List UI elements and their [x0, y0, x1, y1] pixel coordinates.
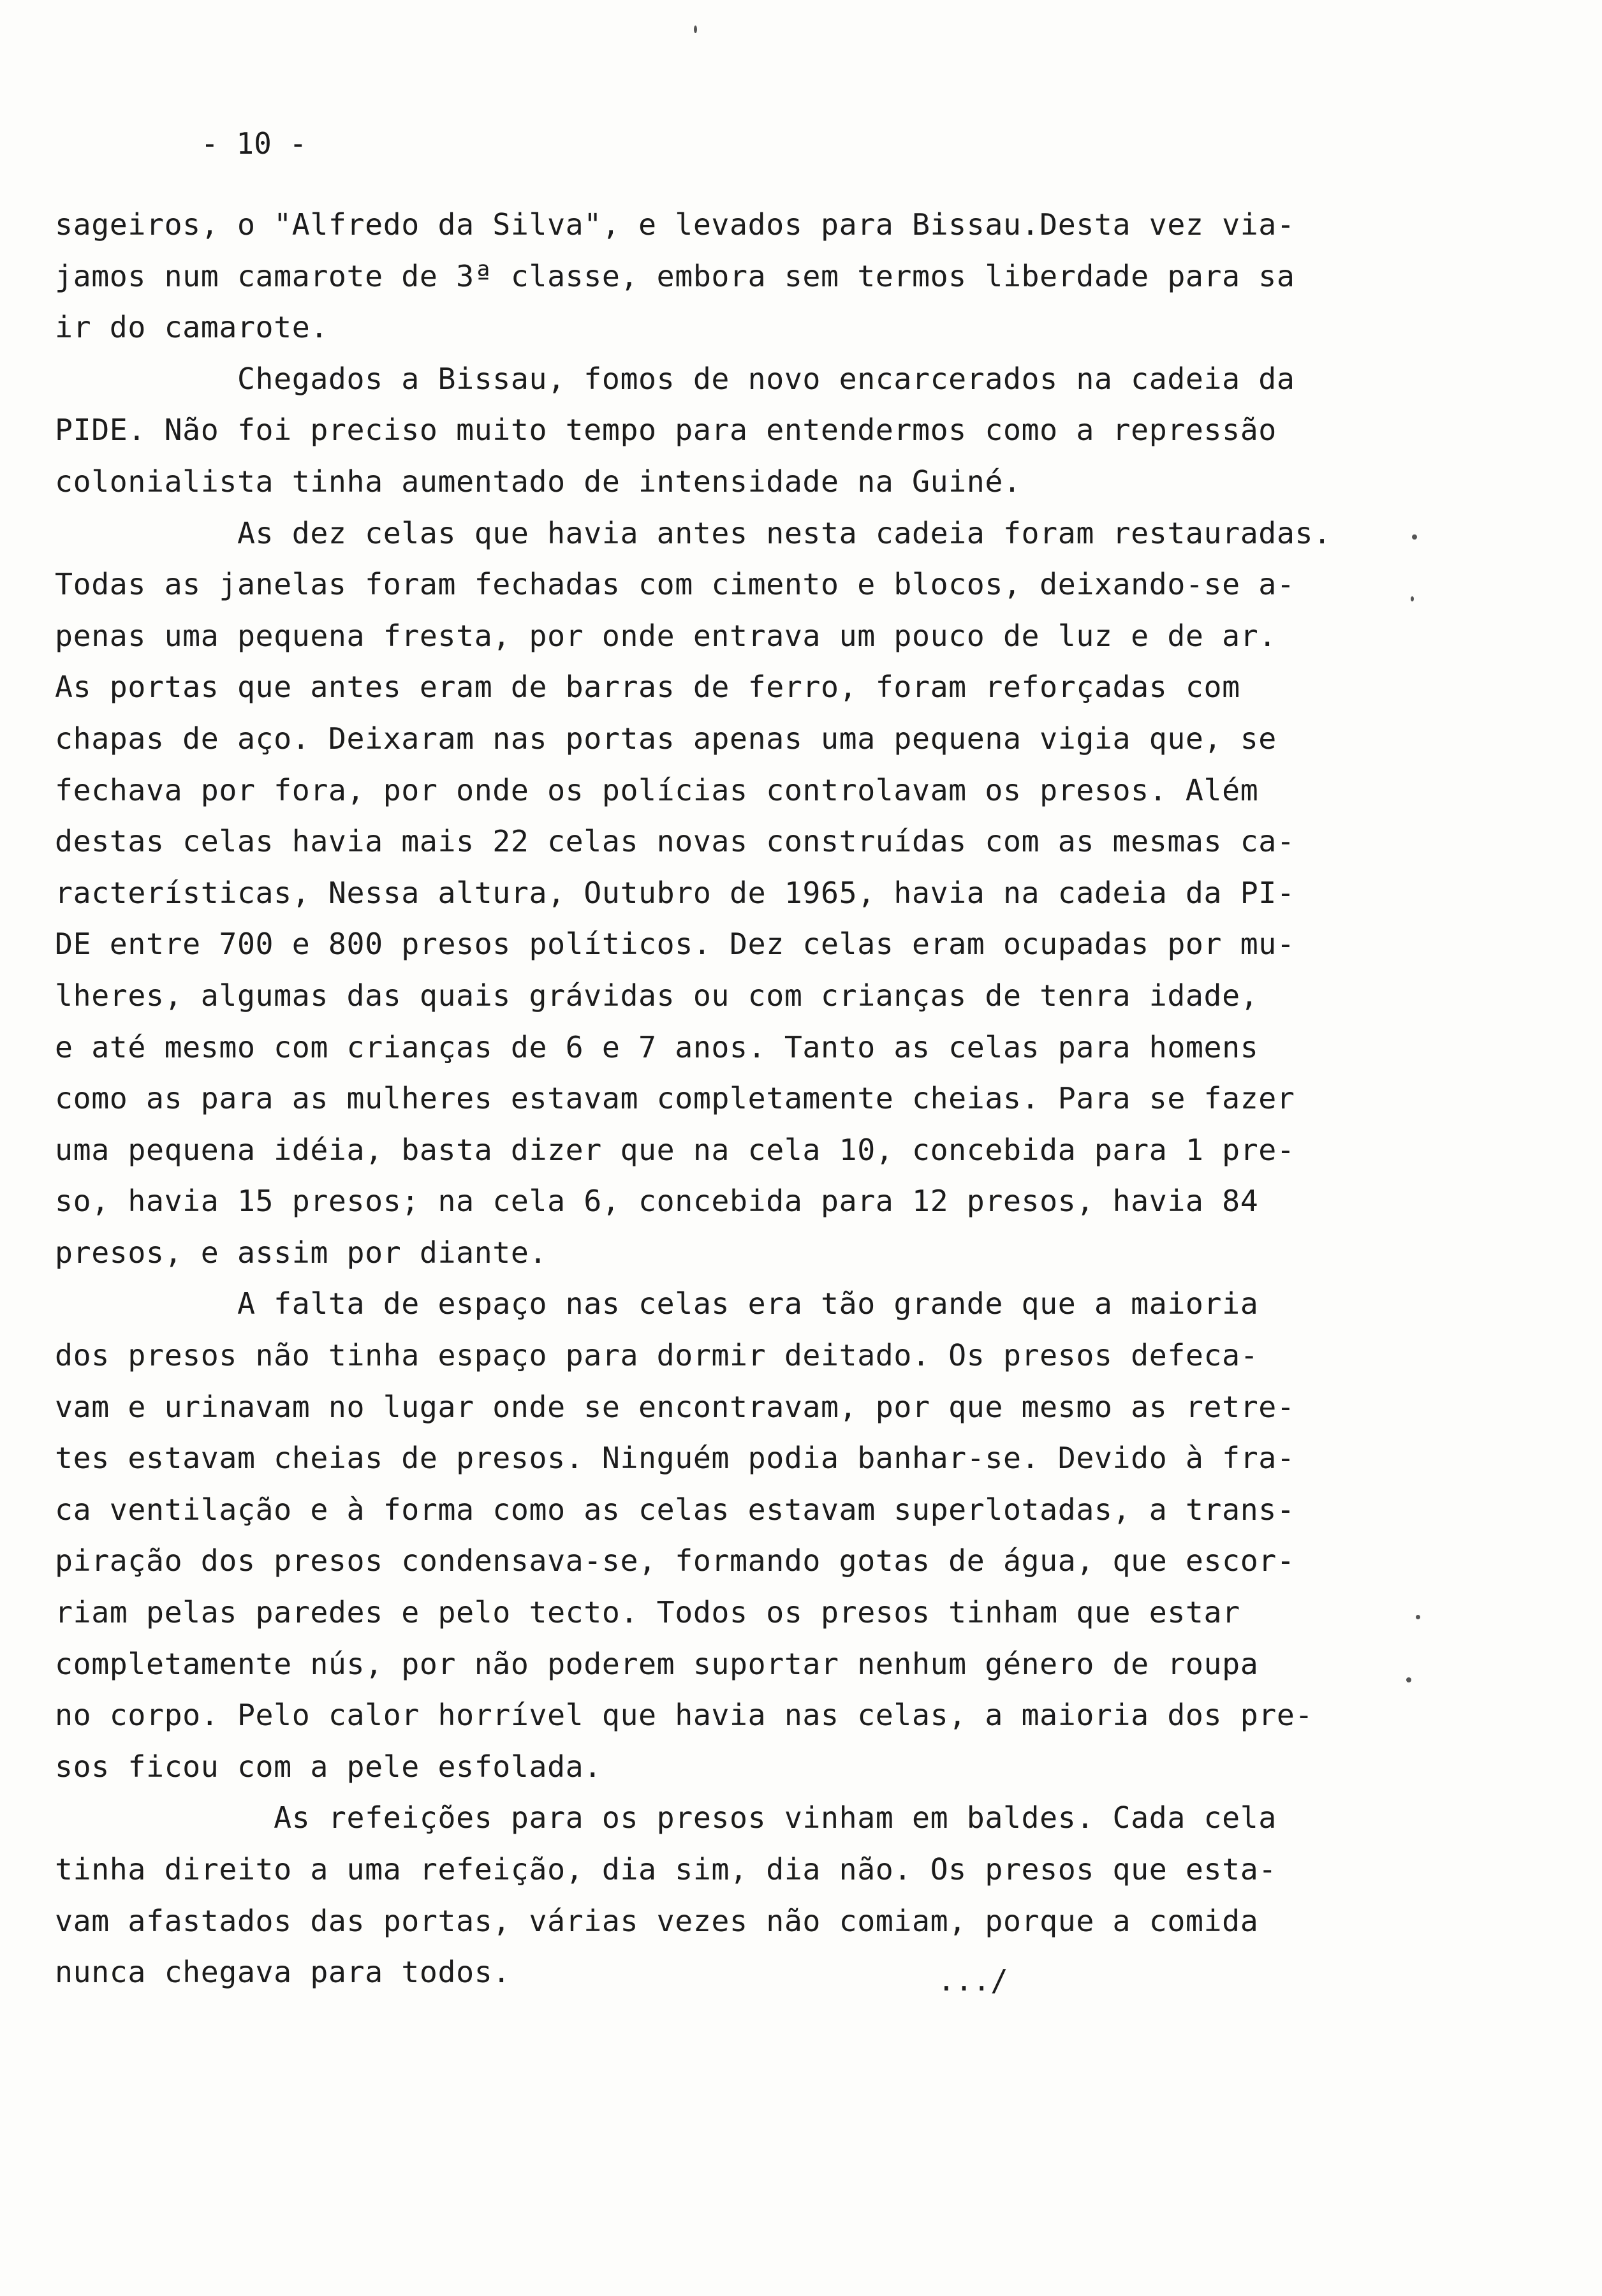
continuation-mark: .../	[937, 1963, 1008, 1998]
text-line: destas celas havia mais 22 celas novas construídas com as mesmas ca-	[55, 824, 1295, 859]
text-line: colonialista tinha aumentado de intensidade na Guiné.	[55, 464, 1022, 499]
text-line: vam e urinavam no lugar onde se encontravam, por que mesmo as retre-	[55, 1389, 1295, 1424]
text-line: vam afastados das portas, várias vezes não comiam, porque a comida	[55, 1903, 1259, 1938]
text-line: Todas as janelas foram fechadas com cimento e blocos, deixando-se a-	[55, 567, 1295, 602]
text-line: tes estavam cheias de presos. Ninguém podia banhar-se. Devido à fra-	[55, 1441, 1295, 1476]
text-line: jamos num camarote de 3ª classe, embora sem termos liberdade para sa	[55, 258, 1295, 293]
text-line: Chegados a Bissau, fomos de novo encarcerados na cadeia da	[55, 361, 1295, 396]
text-line: lheres, algumas das quais grávidas ou com crianças de tenra idade,	[55, 978, 1259, 1013]
text-line: PIDE. Não foi preciso muito tempo para entendermos como a repressão	[55, 413, 1277, 448]
text-line: piração dos presos condensava-se, formando gotas de água, que escor-	[55, 1543, 1295, 1578]
text-line: tinha direito a uma refeição, dia sim, dia não. Os presos que esta-	[55, 1852, 1277, 1887]
text-line: As portas que antes eram de barras de ferro, foram reforçadas com	[55, 670, 1240, 705]
page-number: - 10 -	[201, 126, 307, 161]
text-line: sos ficou com a pele esfolada.	[55, 1749, 602, 1784]
scan-speck	[1416, 1615, 1420, 1619]
text-line: ir do camarote.	[55, 310, 328, 345]
scan-speck	[1412, 534, 1417, 540]
scan-speck	[1411, 596, 1414, 601]
text-line: dos presos não tinha espaço para dormir deitado. Os presos defeca-	[55, 1338, 1259, 1373]
text-line: chapas de aço. Deixaram nas portas apenas uma pequena vigia que, se	[55, 721, 1277, 756]
body-text	[55, 199, 1362, 1998]
text-line: uma pequena idéia, basta dizer que na cela 10, concebida para 1 pre-	[55, 1132, 1295, 1167]
scan-speck	[1406, 1677, 1411, 1682]
text-line: riam pelas paredes e pelo tecto. Todos os presos tinham que estar	[55, 1595, 1240, 1630]
text-line: sageiros, o "Alfredo da Silva", e levados para Bissau.Desta vez via-	[55, 207, 1295, 242]
text-line: no corpo. Pelo calor horrível que havia nas celas, a maioria dos pre-	[55, 1698, 1314, 1733]
text-line: so, havia 15 presos; na cela 6, concebida para 12 presos, havia 84	[55, 1184, 1259, 1219]
text-line: As dez celas que havia antes nesta cadeia foram restauradas.	[55, 515, 1332, 550]
text-line: DE entre 700 e 800 presos políticos. Dez celas eram ocupadas por mu-	[55, 927, 1295, 962]
text-line: e até mesmo com crianças de 6 e 7 anos. Tanto as celas para homens	[55, 1029, 1259, 1064]
text-line: presos, e assim por diante.	[55, 1235, 548, 1270]
text-line: As refeições para os presos vinham em baldes. Cada cela	[55, 1800, 1277, 1836]
text-line: nunca chegava para todos.	[55, 1955, 511, 1990]
text-line: racterísticas, Nessa altura, Outubro de 1965, havia na cadeia da PI-	[55, 875, 1295, 910]
text-line: fechava por fora, por onde os polícias controlavam os presos. Além	[55, 772, 1259, 807]
text-line: como as para as mulheres estavam completamente cheias. Para se fazer	[55, 1081, 1295, 1116]
text-line: penas uma pequena fresta, por onde entrava um pouco de luz e de ar.	[55, 618, 1277, 653]
text-line: ca ventilação e à forma como as celas estavam superlotadas, a trans-	[55, 1492, 1295, 1527]
scan-speck	[694, 26, 697, 33]
text-line: completamente nús, por não poderem suportar nenhum género de roupa	[55, 1646, 1259, 1681]
text-line: A falta de espaço nas celas era tão grande que a maioria	[55, 1286, 1259, 1321]
